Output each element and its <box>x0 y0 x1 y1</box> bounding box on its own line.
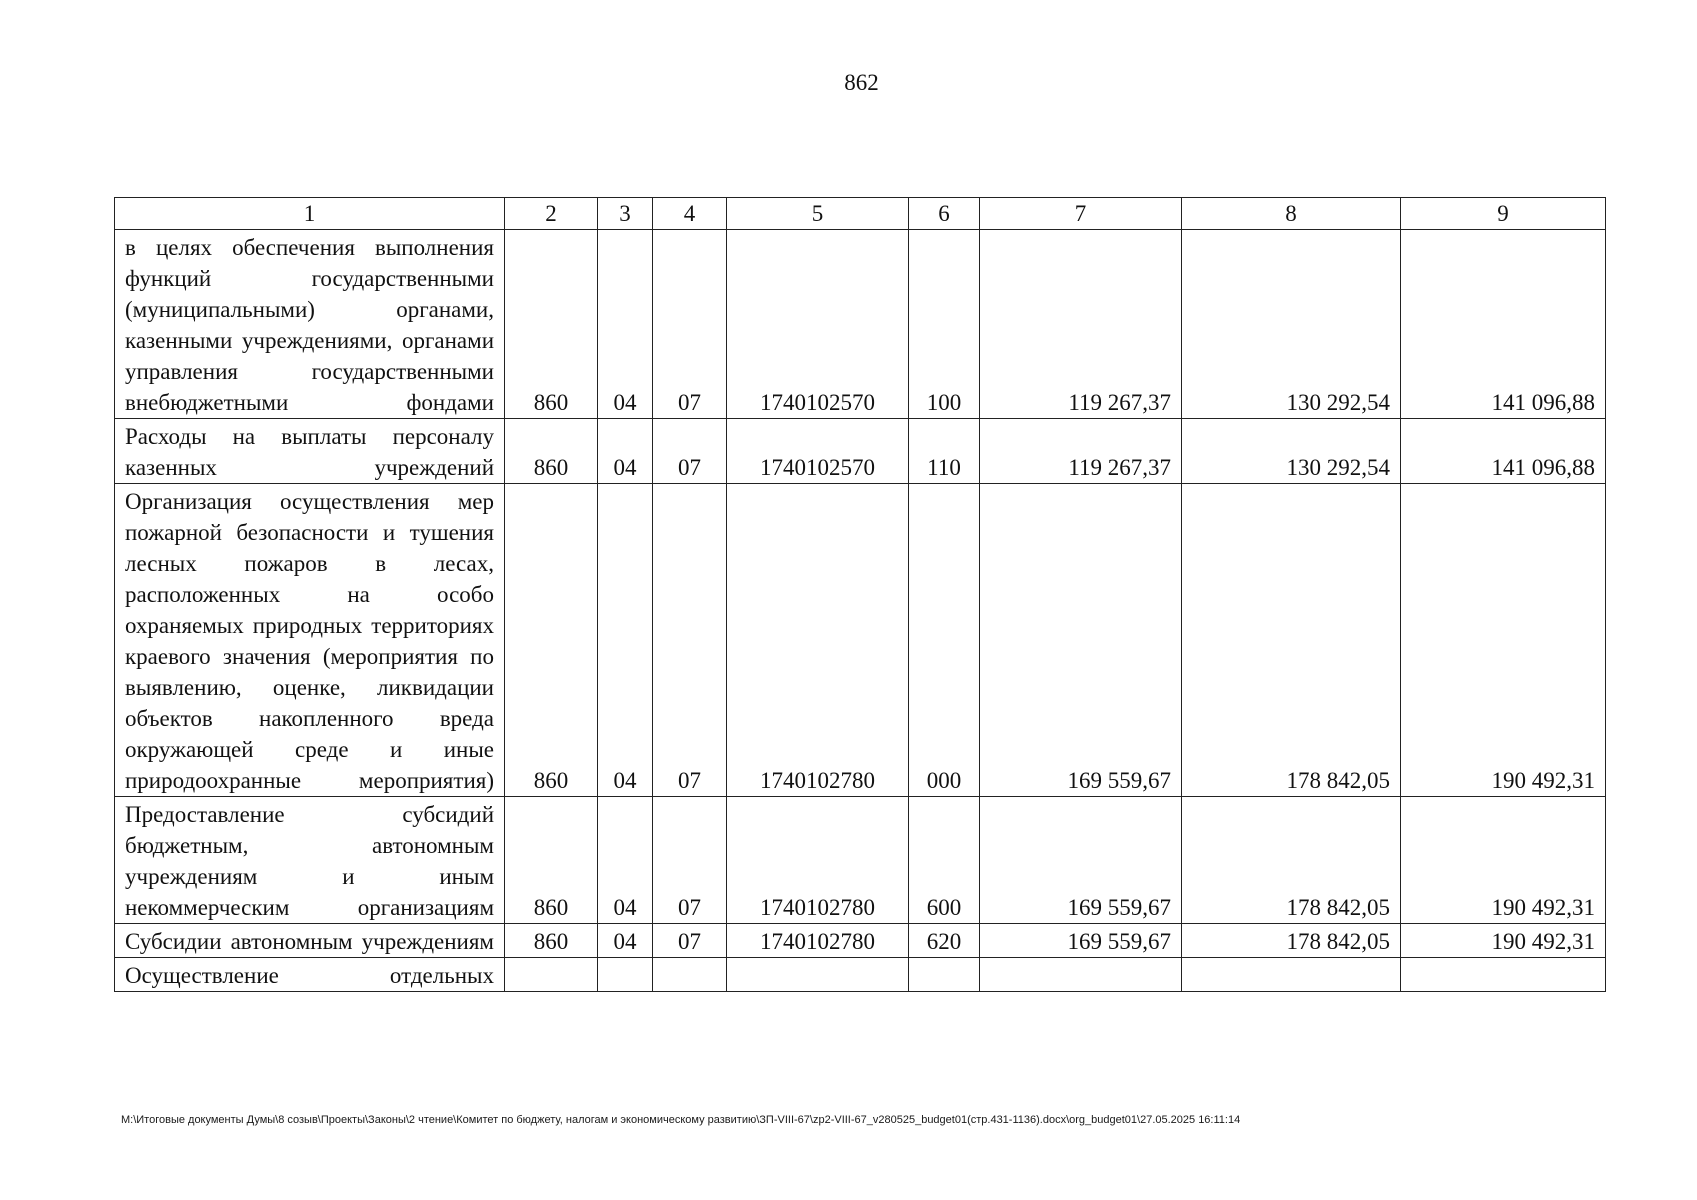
amount-year-1: 169 559,67 <box>980 924 1182 958</box>
amount-year-3: 141 096,88 <box>1401 419 1606 484</box>
target-article-code <box>727 958 909 992</box>
expense-type-code: 100 <box>909 230 980 419</box>
page-number: 862 <box>844 70 879 95</box>
header-cell: 3 <box>598 198 653 230</box>
amount-year-2: 130 292,54 <box>1182 230 1401 419</box>
section-code: 04 <box>598 419 653 484</box>
expense-type-code: 000 <box>909 484 980 797</box>
amount-year-2: 178 842,05 <box>1182 924 1401 958</box>
ministry-code <box>505 958 598 992</box>
header-cell: 8 <box>1182 198 1401 230</box>
target-article-code: 1740102780 <box>727 924 909 958</box>
amount-year-2 <box>1182 958 1401 992</box>
amount-year-3 <box>1401 958 1606 992</box>
target-article-code: 1740102780 <box>727 797 909 924</box>
ministry-code: 860 <box>505 230 598 419</box>
header-row <box>115 198 1606 230</box>
document-path-footer: M:\Итоговые документы Думы\8 созыв\Проекты\Законы\2 чтение\Комитет по бюджету, налогам и экономическому развитию\ЗП-VIII-67\zp2-VIII-67_v280525_budget01(стр.431-1136).docx\org_budget01\27.05.2025 16:11:14 <box>121 1114 1241 1126</box>
row-description: Расходы на выплаты персоналу казенных учреждений <box>115 419 505 484</box>
section-code: 04 <box>598 484 653 797</box>
amount-year-1 <box>980 958 1182 992</box>
header-cell: 9 <box>1401 198 1606 230</box>
amount-year-3: 141 096,88 <box>1401 230 1606 419</box>
ministry-code: 860 <box>505 484 598 797</box>
table-row <box>115 924 1606 958</box>
row-description: Субсидии автономным учреждениям <box>115 924 505 958</box>
row-description: Организация осуществления мер пожарной безопасности и тушения лесных пожаров в лесах, расположенных на особо охраняемых природных территориях краевого значения (мероприятия по выявлению, оценке, ликвидации объектов накопленного вреда окружающей среде и иные природоохранные мероприятия) <box>115 484 505 797</box>
subsection-code: 07 <box>653 230 727 419</box>
header-cell: 1 <box>115 198 505 230</box>
amount-year-2: 178 842,05 <box>1182 484 1401 797</box>
header-cell: 2 <box>505 198 598 230</box>
section-code <box>598 958 653 992</box>
amount-year-3: 190 492,31 <box>1401 924 1606 958</box>
header-cell: 7 <box>980 198 1182 230</box>
ministry-code: 860 <box>505 797 598 924</box>
subsection-code: 07 <box>653 419 727 484</box>
row-description: в целях обеспечения выполнения функций государственными (муниципальными) органами, казенными учреждениями, органами управления государственными внебюджетными фондами <box>115 230 505 419</box>
target-article-code: 1740102570 <box>727 230 909 419</box>
subsection-code <box>653 958 727 992</box>
subsection-code: 07 <box>653 484 727 797</box>
table-row <box>115 484 1606 797</box>
row-description: Предоставление субсидий бюджетным, автономным учреждениям и иным некоммерческим организациям <box>115 797 505 924</box>
amount-year-1: 169 559,67 <box>980 797 1182 924</box>
row-description: Осуществление отдельных <box>115 958 505 992</box>
ministry-code: 860 <box>505 419 598 484</box>
ministry-code: 860 <box>505 924 598 958</box>
expense-type-code <box>909 958 980 992</box>
target-article-code: 1740102780 <box>727 484 909 797</box>
subsection-code: 07 <box>653 924 727 958</box>
amount-year-3: 190 492,31 <box>1401 484 1606 797</box>
header-cell: 5 <box>727 198 909 230</box>
table-row <box>115 419 1606 484</box>
amount-year-2: 130 292,54 <box>1182 419 1401 484</box>
section-code: 04 <box>598 797 653 924</box>
section-code: 04 <box>598 230 653 419</box>
header-cell: 4 <box>653 198 727 230</box>
expense-type-code: 600 <box>909 797 980 924</box>
header-cell: 6 <box>909 198 980 230</box>
amount-year-1: 119 267,37 <box>980 419 1182 484</box>
subsection-code: 07 <box>653 797 727 924</box>
expense-type-code: 620 <box>909 924 980 958</box>
amount-year-3: 190 492,31 <box>1401 797 1606 924</box>
table-row <box>115 230 1606 419</box>
amount-year-1: 119 267,37 <box>980 230 1182 419</box>
amount-year-2: 178 842,05 <box>1182 797 1401 924</box>
expense-type-code: 110 <box>909 419 980 484</box>
section-code: 04 <box>598 924 653 958</box>
table-row <box>115 797 1606 924</box>
budget-table <box>114 197 1606 992</box>
target-article-code: 1740102570 <box>727 419 909 484</box>
amount-year-1: 169 559,67 <box>980 484 1182 797</box>
table-row <box>115 958 1606 992</box>
